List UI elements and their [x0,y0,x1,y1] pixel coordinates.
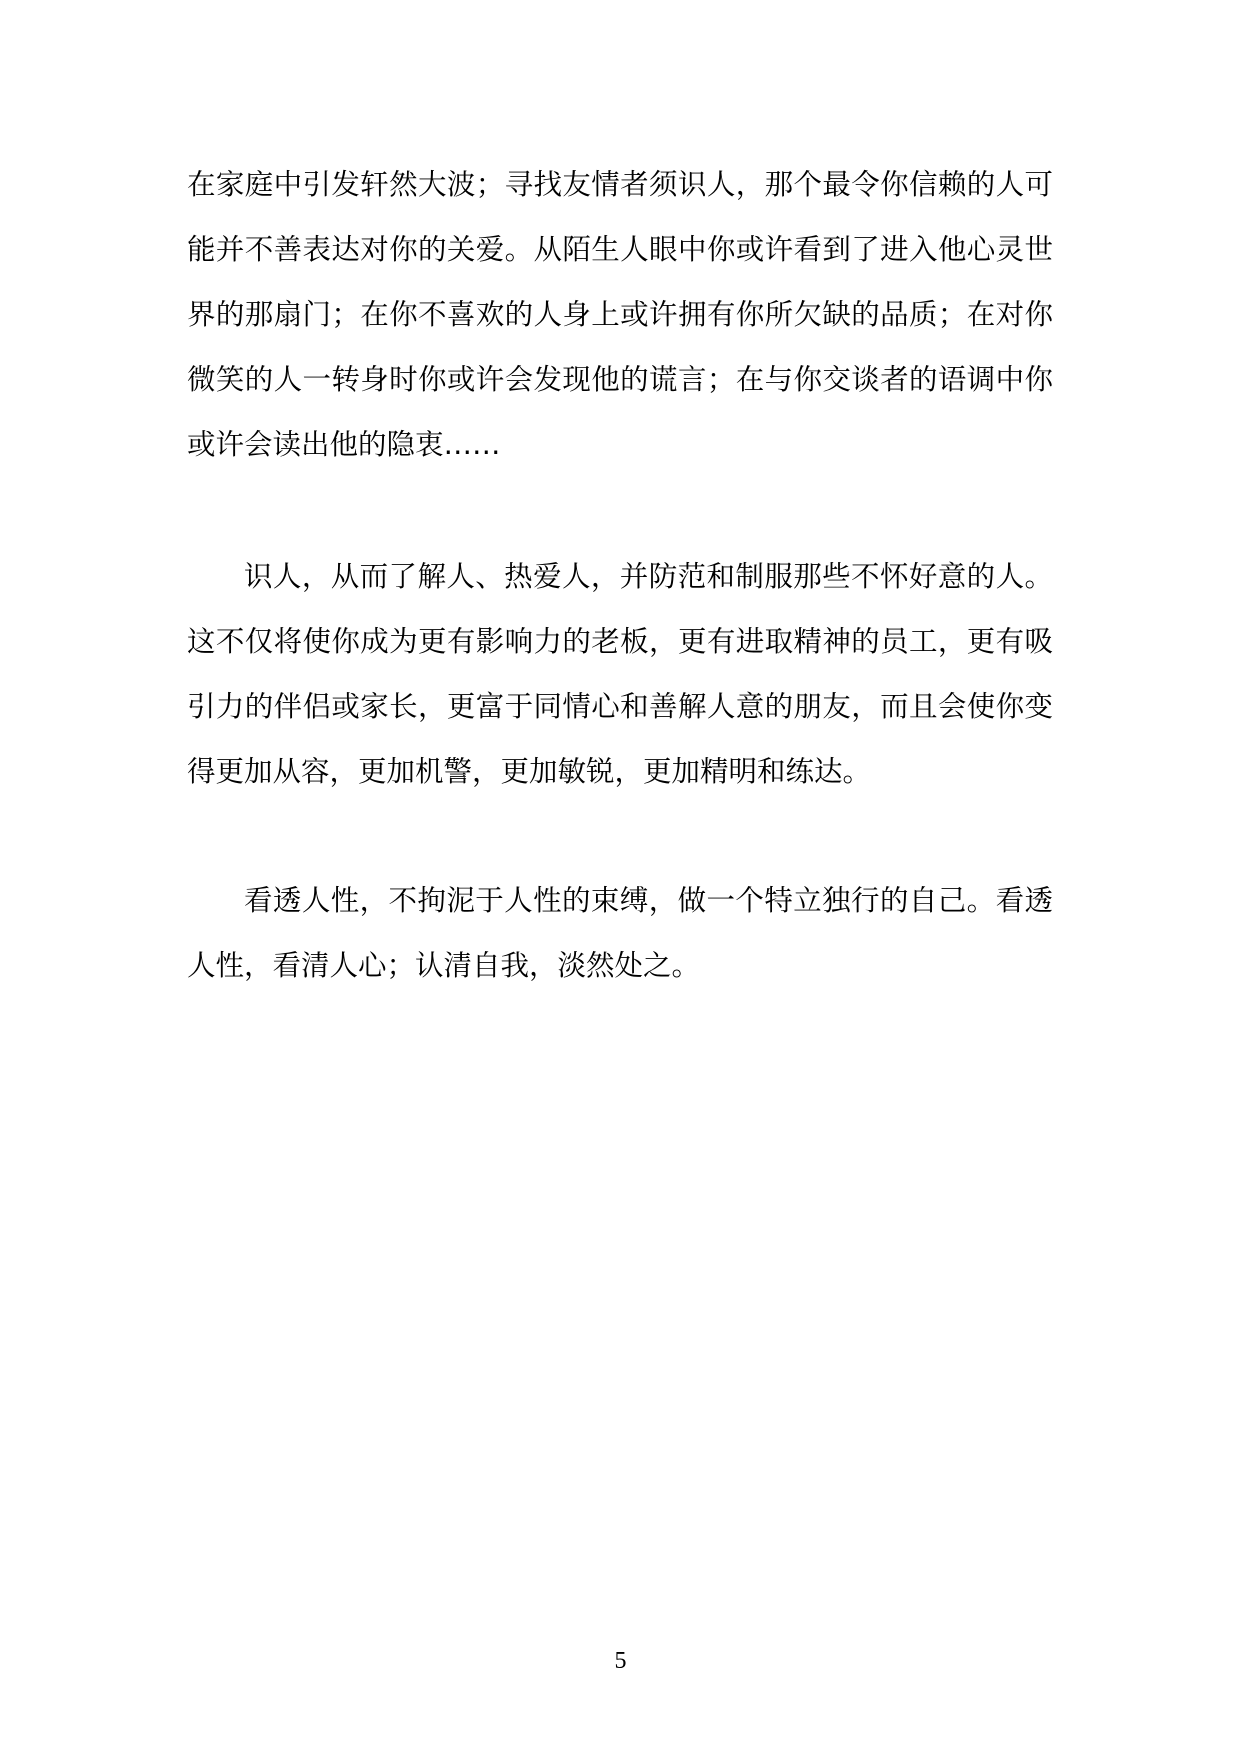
page-number: 5 [614,1648,627,1674]
paragraph-continuation: 在家庭中引发轩然大波；寻找友情者须识人，那个最令你信赖的人可能并不善表达对你的关爱。从陌生人眼中你或许看到了进入他心灵世界的那扇门；在你不喜欢的人身上或许拥有你所欠缺的品质；在对你微笑的人一转身时你或许会发现他的谎言；在与你交谈者的语调中你或许会读出他的隐衷…… [187,168,1053,461]
paragraph-knowing-people: 识人，从而了解人、热爱人，并防范和制服那些不怀好意的人。这不仅将使你成为更有影响力的老板，更有进取精神的员工，更有吸引力的伴侣或家长，更富于同情心和善解人意的朋友，而且会使你变得更加从容，更加机警，更加敏锐，更加精明和练达。 [187,560,1053,788]
paragraph-seeing-through-human-nature: 看透人性，不拘泥于人性的束缚，做一个特立独行的自己。看透人性，看清人心；认清自我，淡然处之。 [187,884,1053,982]
